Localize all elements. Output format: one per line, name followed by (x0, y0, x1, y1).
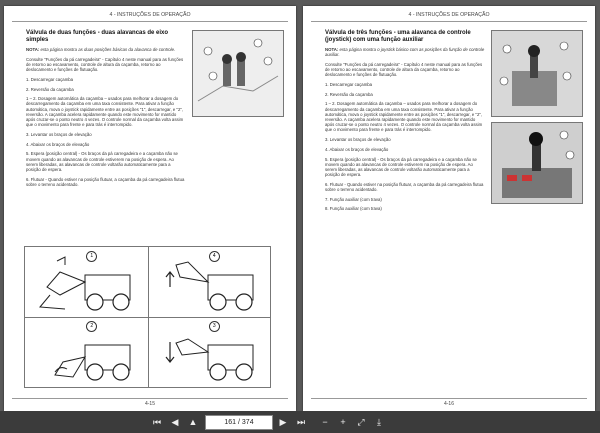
joystick-figure-bottom (491, 122, 583, 204)
paragraph: 1. Descarregar caçamba (325, 82, 373, 88)
page-number: 4-16 (443, 401, 454, 407)
loader-drawing-3 (148, 317, 271, 387)
joystick-top-view (492, 31, 582, 116)
fit-page-icon[interactable]: ⤢ (357, 417, 365, 427)
paragraph: 4. Abaixar os braços de elevação (325, 146, 389, 152)
joystick-side-view (492, 123, 582, 203)
paragraph: 1 – 2. Dosagem automática da caçamba – usados para melhorar a dosagem do descarregamento da caçamba em uma taxa consistente. Para ativar a função automática, mova o joystick rapidamente entre as posições "1", descarregar, e "2", reversão. A caçamba acelera rapidamente quando este movimento for mantido após cruzar-se o ponto neutro 4 vezes. O controle normal da caçamba volta assim que o movimento para frente e para trás é interrompido. (325, 101, 483, 133)
paragraph: 6. Flutuar - Quando estiver na posição flutuar, a caçamba da pá carregadeira flutua sobre o terreno acidentado. (325, 181, 484, 193)
loader-drawing-4 (148, 247, 271, 318)
page-header: 4 - INSTRUÇÕES DE OPERAÇÃO (408, 12, 490, 18)
zoom-in-icon[interactable]: + (340, 417, 346, 427)
paragraph: 3. Levantar os braços de elevação (26, 131, 92, 137)
header-divider (311, 21, 587, 22)
paragraph: 5. Espera (posição central) - Os braços da pá carregadeira e a caçamba não se movem quando as alavancas de controle estiverem na posição de espera. Ao serem liberadas, as alavancas de controle voltarão automaticamente para a posição de espera. (325, 156, 477, 178)
note-label: NOTA: (325, 47, 339, 52)
loader-drawing-2 (25, 317, 149, 387)
first-page-icon[interactable]: ⏮ (152, 417, 162, 427)
footer-divider (311, 398, 587, 399)
paragraph: 2. Reversão da caçamba (325, 91, 373, 97)
paragraph: 1 – 2. Dosagem automática da caçamba – usados para melhorar a dosagem do descarregamento da caçamba em uma taxa consistente. Para ativar a função automática, mova o joystick rapidamente entre as posições "1", descarregar, e "2", reversão. A caçamba acelera rapidamente quando este movimento for mantido após cruzar-se o ponto neutro 4 vezes. O controle normal da caçamba volta assim que o movimento para frente e para trás é interrompido. (26, 96, 184, 128)
section-title: Válvula de duas funções - duas alavancas de eixo simples (26, 30, 169, 43)
up-page-icon[interactable]: ▲ (188, 417, 198, 427)
paragraph: 6. Flutuar - Quando estiver na posição flutuar, a caçamba da pá carregadeira flutua sobre o terreno acidentado. (26, 176, 185, 187)
joystick-figure-top (491, 30, 583, 117)
note (26, 47, 186, 52)
figure-number: 1 (86, 251, 97, 262)
paragraph: Consulte "Funções da pá carregadeira" - Capítulo 4 neste manual para as funções de retorno ao escavamento, controle de altura da caçamba, retorno ao deslocamento e funções de flutuação. (26, 56, 184, 73)
viewer-toolbar (0, 411, 600, 433)
note-label: NOTA: (26, 47, 40, 52)
note (325, 47, 485, 57)
lever-illustration (193, 31, 283, 116)
note-text: esta página mostra o joystick básico com as posições da função de controle auxiliar. (325, 47, 485, 58)
page-header: 4 - INSTRUÇÕES DE OPERAÇÃO (109, 12, 191, 18)
left-page (4, 6, 296, 411)
left-text-column (26, 30, 186, 192)
prev-page-icon[interactable]: ◀ (171, 417, 179, 427)
paragraph: 7. Função auxiliar (com trava) (325, 196, 382, 202)
right-text-column (325, 30, 485, 216)
note-text: esta página mostra as duas posições básicas da alavanca de controle. (40, 47, 176, 52)
figure-number: 2 (86, 321, 97, 332)
paragraph: 2. Reversão da caçamba (26, 86, 74, 92)
figure-number: 4 (209, 251, 220, 262)
section-title: Válvula de três funções - uma alavanca de controle (joystick) com uma função auxiliar (325, 30, 471, 43)
paragraph: 8. Função auxiliar (com trava) (325, 206, 382, 212)
paragraph: 3. Levantar os braços de elevação (325, 137, 391, 143)
last-page-icon[interactable]: ⏭ (296, 417, 306, 427)
download-icon[interactable]: ⤓ (377, 417, 381, 427)
paragraph: 1. Descarregar caçamba (26, 76, 74, 82)
footer-divider (12, 398, 288, 399)
page-number: 4-15 (144, 401, 155, 407)
page-number-input[interactable]: 161 / 374 (205, 415, 273, 430)
lever-figure (192, 30, 284, 117)
header-divider (12, 21, 288, 22)
loader-drawing-1 (25, 247, 149, 318)
figure-number: 3 (209, 321, 220, 332)
paragraph: 4. Abaixar os braços de elevação (26, 141, 90, 147)
paragraph: 5. Espera (posição central) - Os braços da pá carregadeira e a caçamba não se movem quando as alavancas de controle estiverem na posição de espera. Ao serem liberadas, as alavancas de controle voltarão automaticamente para a posição de espera. (26, 151, 178, 172)
loader-positions-figure (24, 246, 271, 388)
right-page (303, 6, 595, 411)
next-page-icon[interactable]: ▶ (279, 417, 287, 427)
zoom-out-icon[interactable]: − (322, 417, 328, 427)
paragraph: Consulte "Funções da pá carregadeira" - Capítulo 4 neste manual para as funções de retorno ao escavamento, controle de altura da caçamba, retorno ao deslocamento e funções de flutuação. (325, 61, 483, 78)
